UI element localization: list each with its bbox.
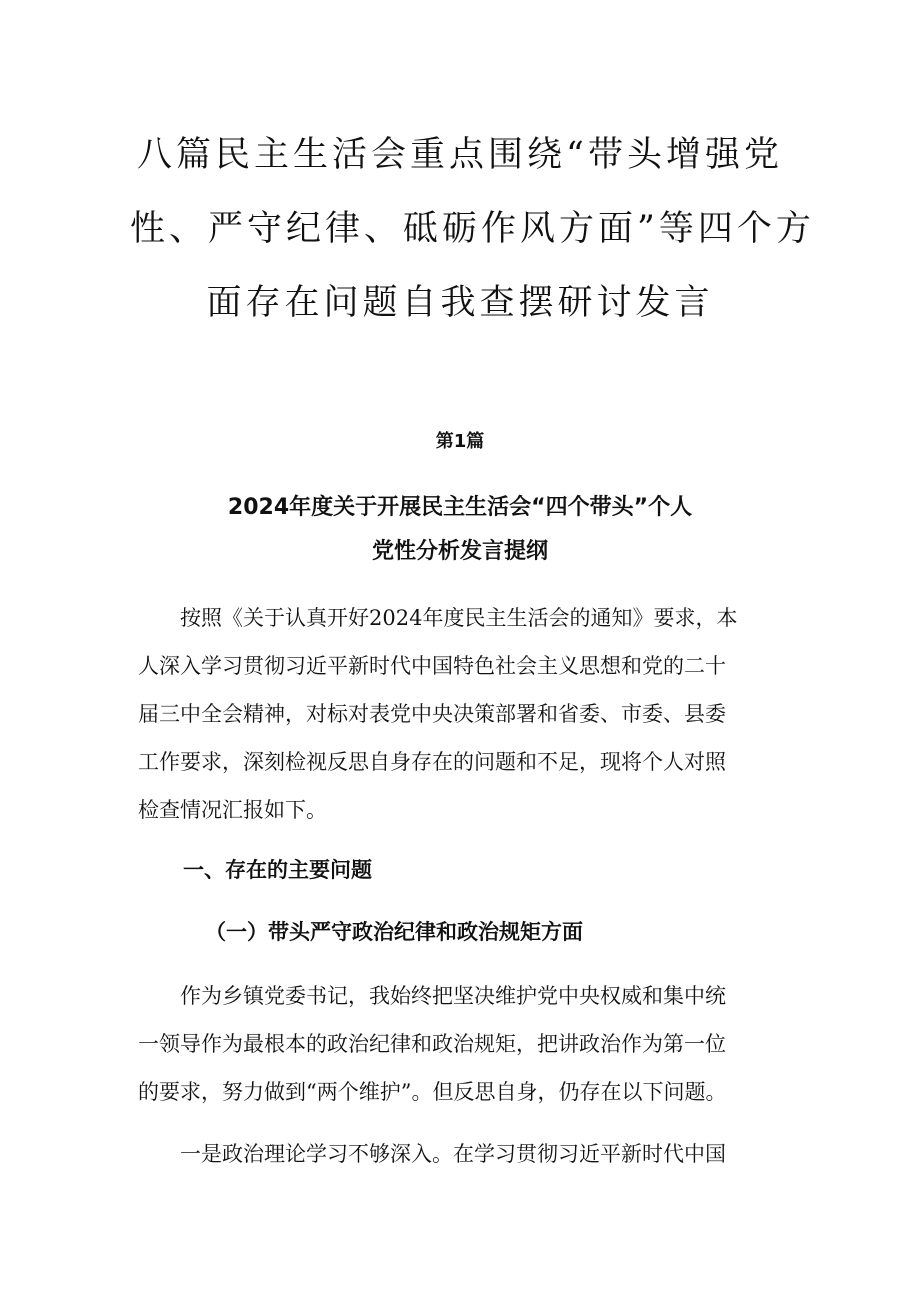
article-title-line: 党性分析发言提纲 [371,539,548,564]
intro-paragraph [138,594,798,834]
paragraph-line: 一是政治理论学习不够深入。在学习贯彻习近平新时代中国 [138,1142,726,1166]
body-paragraph [138,972,798,1116]
paragraph-line: 一领导作为最根本的政治纪律和政治规矩，把讲政治作为第一位 [138,1032,726,1056]
paragraph-line: 届三中全会精神，对标对表党中央决策部署和省委、市委、县委 [138,702,726,726]
paragraph-line: 按照《关于认真开好2024年度民主生活会的通知》要求，本 [138,606,738,630]
point-paragraph [138,1130,798,1178]
article-title [150,486,770,574]
document-main-title [130,118,815,340]
subsection-heading: （一）带头严守政治纪律和政治规矩方面 [205,919,583,944]
paragraph-line: 人深入学习贯彻习近平新时代中国特色社会主义思想和党的二十 [138,654,726,678]
paragraph-line: 工作要求，深刻检视反思自身存在的问题和不足，现将个人对照 [138,750,726,774]
paragraph-line: 的要求，努力做到“两个维护”。但反思自身，仍存在以下问题。 [138,1080,727,1104]
paragraph-line: 检查情况汇报如下。 [138,798,327,822]
paragraph-line: 作为乡镇党委书记，我始终把坚决维护党中央权威和集中统 [138,984,726,1008]
main-title-line: 八篇民主生活会重点围绕“带头增强党 [137,135,783,175]
main-title-line: 性、严守纪律、砥砺作风方面”等四个方 [130,209,815,249]
section-heading: 一、存在的主要问题 [183,857,372,882]
article-title-line: 2024年度关于开展民主生活会“四个带头”个人 [227,495,693,520]
article-number: 第1篇 [435,431,485,452]
main-title-line: 面存在问题自我查摆研讨发言 [206,283,714,323]
